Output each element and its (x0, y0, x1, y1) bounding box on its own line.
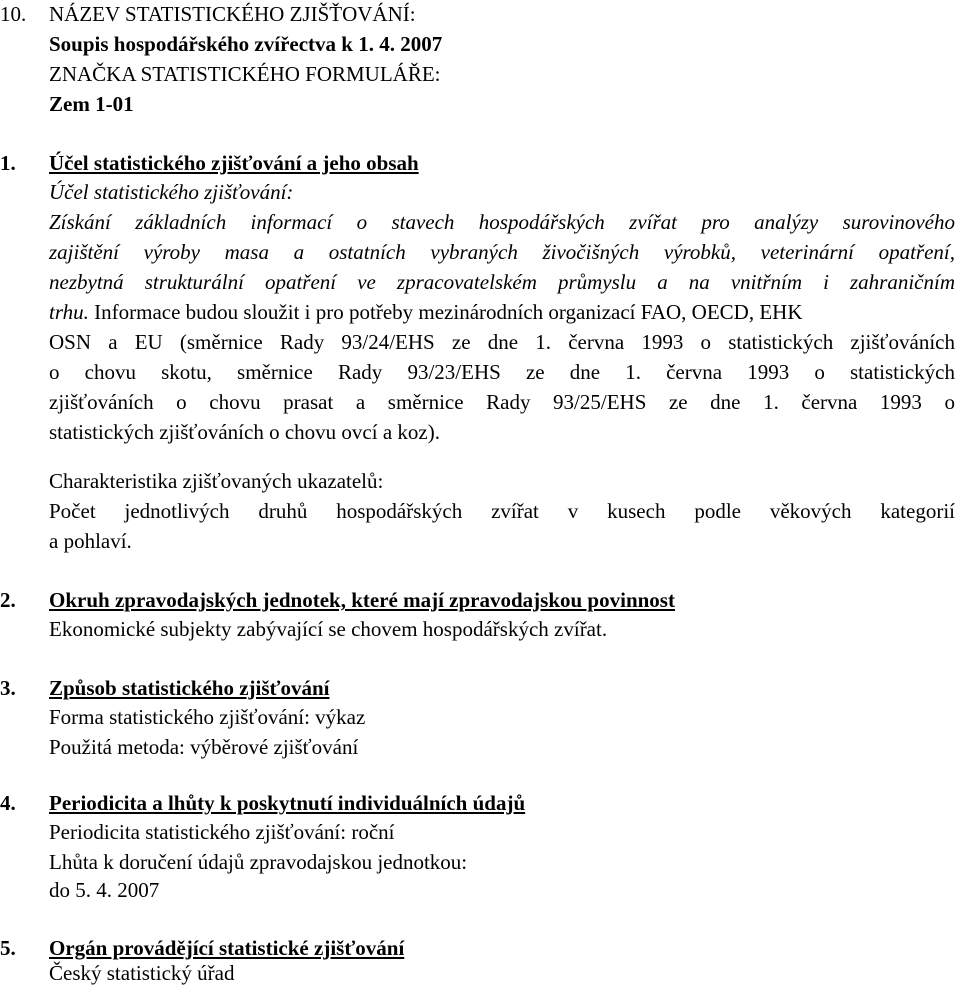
indicators-line-2: a pohlaví. (49, 529, 132, 553)
deadline-label: Lhůta k doručení údajů zpravodajskou jednotkou: (49, 850, 468, 874)
form-code-label: ZNAČKA STATISTICKÉHO FORMULÁŘE: (49, 62, 441, 86)
purpose-line-4-rest: Informace budou sloužit i pro potřeby mezinárodních organizací FAO, OECD, EHK (94, 300, 803, 324)
section-2-number: 2. (0, 588, 16, 612)
section-5-text: Český statistický úřad (49, 961, 235, 985)
section-1-number: 1. (0, 151, 16, 175)
form-code: Zem 1-01 (49, 92, 134, 116)
indicators-line-1: Počet jednotlivých druhů hospodářských zvířat v kusech podle věkových kategorií (49, 499, 955, 523)
section-5-number: 5. (0, 936, 16, 960)
section-4-number: 4. (0, 791, 16, 815)
indicators-label: Charakteristika zjišťovaných ukazatelů: (49, 469, 384, 493)
section-1-title: Účel statistického zjišťování a jeho obsah (49, 151, 419, 175)
purpose-line-4-start: trhu. (49, 300, 89, 324)
survey-name: Soupis hospodářského zvířectva k 1. 4. 2007 (49, 32, 443, 56)
purpose-line-4 (49, 298, 955, 327)
purpose-line-1: Získání základních informací o stavech hospodářských zvířat pro analýzy surovinového (49, 210, 955, 234)
purpose-label: Účel statistického zjišťování: (49, 180, 294, 204)
deadline-date: do 5. 4. 2007 (49, 878, 160, 902)
survey-periodicity: Periodicita statistického zjišťování: roční (49, 820, 395, 844)
section-2-title: Okruh zpravodajských jednotek, které mají zpravodajskou povinnost (49, 588, 675, 612)
section-3-number: 3. (0, 676, 16, 700)
purpose-line-2: zajištění výroby masa a ostatních vybraných živočišných výrobků, veterinární opatření, (49, 240, 955, 264)
survey-title-label: NÁZEV STATISTICKÉHO ZJIŠŤOVÁNÍ: (49, 2, 416, 26)
purpose-line-8: statistických zjišťováních o chovu ovcí a koz). (49, 420, 440, 444)
section-4-title: Periodicita a lhůty k poskytnutí individuálních údajů (49, 791, 526, 815)
section-3-title: Způsob statistického zjišťování (49, 676, 330, 700)
purpose-line-7: zjišťováních o chovu prasat a směrnice Rady 93/25/EHS ze dne 1. června 1993 o (49, 390, 955, 414)
survey-form: Forma statistického zjišťování: výkaz (49, 705, 366, 729)
survey-method: Použitá metoda: výběrové zjišťování (49, 735, 359, 759)
header-number: 10. (0, 2, 27, 26)
purpose-line-3: nezbytná strukturální opatření ve zpracovatelském průmyslu a na vnitřním i zahraničním (49, 270, 955, 294)
purpose-line-5: OSN a EU (směrnice Rady 93/24/EHS ze dne 1. června 1993 o statistických zjišťováních (49, 330, 955, 354)
section-5-title: Orgán provádějící statistické zjišťování (49, 936, 405, 960)
section-2-text: Ekonomické subjekty zabývající se chovem hospodářských zvířat. (49, 617, 608, 641)
purpose-line-6: o chovu skotu, směrnice Rady 93/23/EHS ze dne 1. června 1993 o statistických (49, 360, 955, 384)
